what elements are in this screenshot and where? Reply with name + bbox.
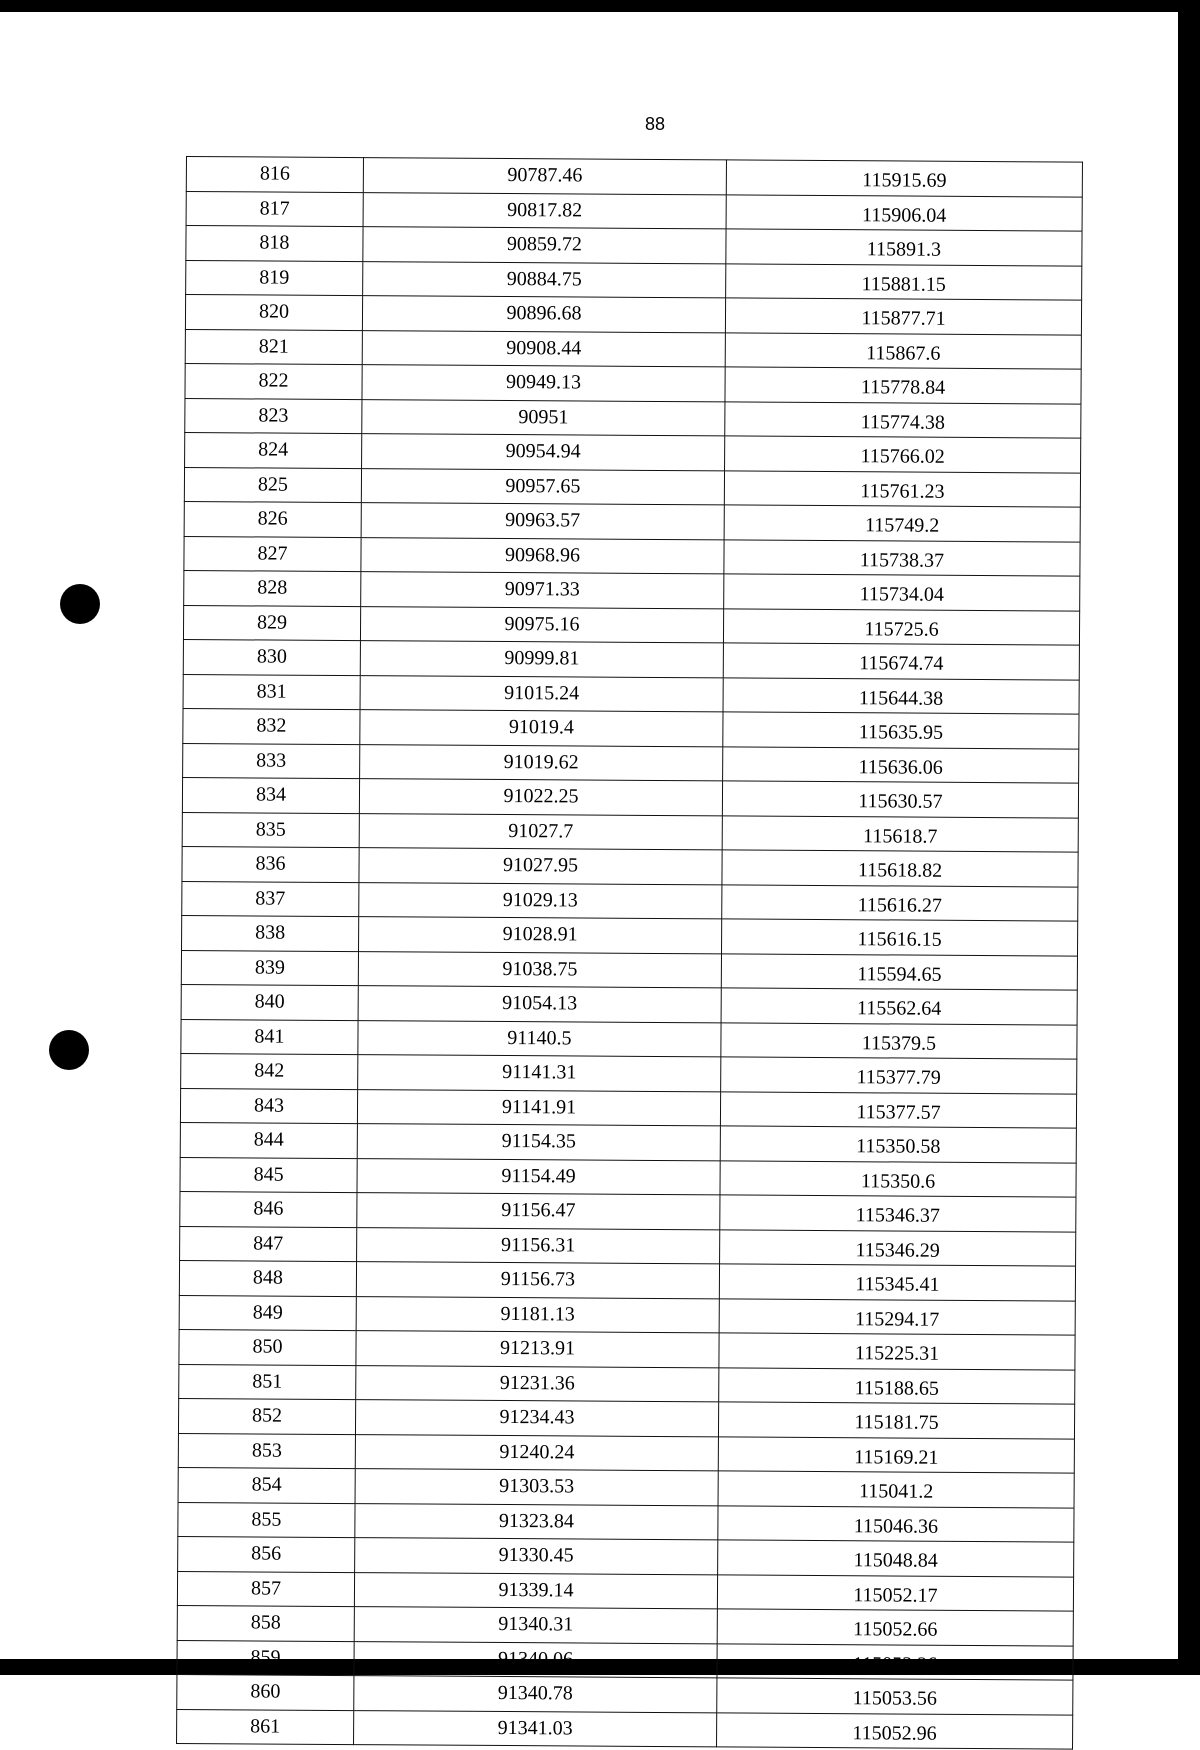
table-row xyxy=(178,1433,1074,1473)
x-coordinate-cell: 90817.82 xyxy=(363,192,726,229)
x-coordinate-cell: 91027.7 xyxy=(359,813,722,850)
table-row xyxy=(180,1088,1076,1128)
table-row xyxy=(186,191,1082,231)
y-coordinate-cell: 115225.31 xyxy=(719,1333,1075,1370)
point-number-cell: 847 xyxy=(180,1226,357,1262)
x-coordinate-cell: 90896.68 xyxy=(362,296,725,333)
punch-hole-bottom xyxy=(49,1030,89,1070)
point-number-cell: 861 xyxy=(177,1709,354,1745)
y-coordinate-cell: 115738.37 xyxy=(724,539,1080,576)
point-number-cell: 816 xyxy=(186,157,363,193)
y-coordinate-cell: 115053.56 xyxy=(717,1678,1073,1715)
point-number-cell: 825 xyxy=(184,467,361,503)
table-row xyxy=(181,984,1077,1024)
point-number-cell: 849 xyxy=(179,1295,356,1331)
x-coordinate-cell: 90963.57 xyxy=(361,503,724,540)
table-row xyxy=(186,260,1082,300)
y-coordinate-cell: 115052.96 xyxy=(717,1712,1073,1749)
y-coordinate-cell: 115636.06 xyxy=(723,746,1079,783)
table-row xyxy=(181,950,1077,990)
point-number-cell: 852 xyxy=(178,1398,355,1434)
x-coordinate-cell: 91054.13 xyxy=(358,986,721,1023)
point-number-cell: 839 xyxy=(181,950,358,986)
x-coordinate-cell: 91019.4 xyxy=(360,710,723,747)
x-coordinate-cell: 90968.96 xyxy=(361,537,724,574)
y-coordinate-cell: 115345.41 xyxy=(719,1264,1075,1301)
x-coordinate-cell: 91181.13 xyxy=(356,1296,719,1333)
y-coordinate-cell: 115630.57 xyxy=(722,781,1078,818)
point-number-cell: 832 xyxy=(183,708,360,744)
x-coordinate-cell: 90971.33 xyxy=(361,572,724,609)
y-coordinate-cell: 115294.17 xyxy=(719,1298,1075,1335)
y-coordinate-cell: 115891.3 xyxy=(726,229,1082,266)
y-coordinate-cell: 115350.6 xyxy=(720,1160,1076,1197)
point-number-cell: 845 xyxy=(180,1157,357,1193)
scan-edge-top xyxy=(0,0,1200,12)
y-coordinate-cell: 115906.04 xyxy=(726,194,1082,231)
point-number-cell: 834 xyxy=(182,777,359,813)
table-row xyxy=(179,1329,1075,1369)
x-coordinate-cell: 91341.03 xyxy=(354,1710,717,1747)
point-number-cell: 829 xyxy=(183,605,360,641)
table-row xyxy=(178,1398,1074,1438)
y-coordinate-cell: 115867.6 xyxy=(725,332,1081,369)
point-number-cell: 821 xyxy=(185,329,362,365)
point-number-cell: 855 xyxy=(178,1502,355,1538)
table-row xyxy=(185,432,1081,472)
y-coordinate-cell: 115915.69 xyxy=(726,160,1082,197)
table-row xyxy=(182,777,1078,817)
x-coordinate-cell: 91141.31 xyxy=(358,1055,721,1092)
point-number-cell: 823 xyxy=(185,398,362,434)
x-coordinate-cell: 91213.91 xyxy=(356,1331,719,1368)
scan-edge-right xyxy=(1178,0,1200,1675)
point-number-cell: 842 xyxy=(181,1053,358,1089)
table-row xyxy=(185,329,1081,369)
point-number-cell: 838 xyxy=(182,915,359,951)
table-row xyxy=(178,1467,1074,1507)
point-number-cell: 826 xyxy=(184,501,361,537)
point-number-cell: 820 xyxy=(185,295,362,331)
table-row xyxy=(182,812,1078,852)
table-row xyxy=(185,398,1081,438)
point-number-cell: 824 xyxy=(185,432,362,468)
x-coordinate-cell: 91019.62 xyxy=(360,744,723,781)
x-coordinate-cell: 91141.91 xyxy=(357,1089,720,1126)
point-number-cell: 857 xyxy=(177,1571,354,1607)
point-number-cell: 818 xyxy=(186,226,363,262)
y-coordinate-cell: 115053.26 xyxy=(717,1643,1073,1680)
point-number-cell: 846 xyxy=(180,1191,357,1227)
table-row xyxy=(181,1019,1077,1059)
y-coordinate-cell: 115778.84 xyxy=(725,367,1081,404)
point-number-cell: 836 xyxy=(182,846,359,882)
y-coordinate-cell: 115041.2 xyxy=(718,1471,1074,1508)
x-coordinate-cell: 91156.73 xyxy=(356,1262,719,1299)
x-coordinate-cell: 90975.16 xyxy=(360,606,723,643)
point-number-cell: 817 xyxy=(186,191,363,227)
table-row xyxy=(185,363,1081,403)
x-coordinate-cell: 90884.75 xyxy=(363,261,726,298)
x-coordinate-cell: 91303.53 xyxy=(355,1469,718,1506)
point-number-cell: 850 xyxy=(179,1329,356,1365)
x-coordinate-cell: 90787.46 xyxy=(363,158,726,195)
x-coordinate-cell: 90957.65 xyxy=(361,468,724,505)
point-number-cell: 844 xyxy=(180,1122,357,1158)
x-coordinate-cell: 90999.81 xyxy=(360,641,723,678)
x-coordinate-cell: 91029.13 xyxy=(359,882,722,919)
y-coordinate-cell: 115377.79 xyxy=(721,1057,1077,1094)
table-row xyxy=(182,881,1078,921)
x-coordinate-cell: 90949.13 xyxy=(362,365,725,402)
y-coordinate-cell: 115169.21 xyxy=(718,1436,1074,1473)
x-coordinate-cell: 90908.44 xyxy=(362,330,725,367)
y-coordinate-cell: 115181.75 xyxy=(718,1402,1074,1439)
x-coordinate-cell: 91022.25 xyxy=(359,779,722,816)
table-row xyxy=(184,536,1080,576)
point-number-cell: 827 xyxy=(184,536,361,572)
y-coordinate-cell: 115618.82 xyxy=(722,850,1078,887)
x-coordinate-cell: 91015.24 xyxy=(360,675,723,712)
table-row xyxy=(184,570,1080,610)
point-number-cell: 843 xyxy=(180,1088,357,1124)
y-coordinate-cell: 115379.5 xyxy=(721,1022,1077,1059)
table-row xyxy=(179,1295,1075,1335)
point-number-cell: 851 xyxy=(179,1364,356,1400)
point-number-cell: 859 xyxy=(177,1640,354,1676)
x-coordinate-cell: 90951 xyxy=(362,399,725,436)
y-coordinate-cell: 115346.29 xyxy=(720,1229,1076,1266)
x-coordinate-cell: 91154.35 xyxy=(357,1124,720,1161)
x-coordinate-cell: 91140.5 xyxy=(358,1020,721,1057)
y-coordinate-cell: 115346.37 xyxy=(720,1195,1076,1232)
x-coordinate-cell: 91340.31 xyxy=(354,1607,717,1644)
table-row xyxy=(180,1191,1076,1231)
y-coordinate-cell: 115674.74 xyxy=(723,643,1079,680)
table-row xyxy=(178,1536,1074,1576)
y-coordinate-cell: 115618.7 xyxy=(722,815,1078,852)
y-coordinate-cell: 115052.66 xyxy=(717,1609,1073,1646)
x-coordinate-cell: 91240.24 xyxy=(355,1434,718,1471)
y-coordinate-cell: 115350.58 xyxy=(720,1126,1076,1163)
y-coordinate-cell: 115562.64 xyxy=(721,988,1077,1025)
table-row xyxy=(182,846,1078,886)
y-coordinate-cell: 115725.6 xyxy=(723,608,1079,645)
y-coordinate-cell: 115188.65 xyxy=(719,1367,1075,1404)
table-row xyxy=(177,1640,1073,1680)
point-number-cell: 828 xyxy=(184,570,361,606)
table-row xyxy=(178,1502,1074,1542)
x-coordinate-cell: 91340.06 xyxy=(354,1641,717,1678)
y-coordinate-cell: 115774.38 xyxy=(725,401,1081,438)
table-row xyxy=(184,501,1080,541)
table-row xyxy=(184,467,1080,507)
x-coordinate-cell: 91154.49 xyxy=(357,1158,720,1195)
point-number-cell: 822 xyxy=(185,363,362,399)
y-coordinate-cell: 115881.15 xyxy=(726,263,1082,300)
x-coordinate-cell: 91156.47 xyxy=(357,1193,720,1230)
table-row xyxy=(180,1157,1076,1197)
table-row xyxy=(185,295,1081,335)
point-number-cell: 831 xyxy=(183,674,360,710)
table-row xyxy=(180,1226,1076,1266)
punch-hole-top xyxy=(60,584,100,624)
x-coordinate-cell: 91234.43 xyxy=(355,1400,718,1437)
x-coordinate-cell: 91340.78 xyxy=(354,1676,717,1713)
table-row xyxy=(179,1364,1075,1404)
point-number-cell: 835 xyxy=(182,812,359,848)
x-coordinate-cell: 91027.95 xyxy=(359,848,722,885)
y-coordinate-cell: 115616.27 xyxy=(722,884,1078,921)
point-number-cell: 841 xyxy=(181,1019,358,1055)
point-number-cell: 853 xyxy=(178,1433,355,1469)
point-number-cell: 854 xyxy=(178,1467,355,1503)
x-coordinate-cell: 91323.84 xyxy=(355,1503,718,1540)
point-number-cell: 837 xyxy=(182,881,359,917)
x-coordinate-cell: 90954.94 xyxy=(362,434,725,471)
point-number-cell: 819 xyxy=(186,260,363,296)
y-coordinate-cell: 115877.71 xyxy=(725,298,1081,335)
y-coordinate-cell: 115377.57 xyxy=(720,1091,1076,1128)
point-number-cell: 848 xyxy=(179,1260,356,1296)
table-row xyxy=(186,226,1082,266)
y-coordinate-cell: 115616.15 xyxy=(722,919,1078,956)
table-row xyxy=(183,708,1079,748)
point-number-cell: 858 xyxy=(177,1605,354,1641)
point-number-cell: 860 xyxy=(177,1674,354,1710)
y-coordinate-cell: 115644.38 xyxy=(723,677,1079,714)
page-number: 88 xyxy=(644,114,666,134)
table-row xyxy=(182,915,1078,955)
table-row xyxy=(177,1571,1073,1611)
x-coordinate-cell: 91028.91 xyxy=(359,917,722,954)
y-coordinate-cell: 115749.2 xyxy=(724,505,1080,542)
table-row xyxy=(183,605,1079,645)
coordinate-table-container xyxy=(176,156,1079,1750)
y-coordinate-cell: 115635.95 xyxy=(723,712,1079,749)
table-row xyxy=(181,1053,1077,1093)
table-row xyxy=(183,639,1079,679)
table-row xyxy=(177,1674,1073,1714)
x-coordinate-cell: 91156.31 xyxy=(357,1227,720,1264)
coordinate-table xyxy=(176,156,1083,1750)
x-coordinate-cell: 90859.72 xyxy=(363,227,726,264)
table-row xyxy=(180,1122,1076,1162)
y-coordinate-cell: 115734.04 xyxy=(724,574,1080,611)
y-coordinate-cell: 115052.17 xyxy=(717,1574,1073,1611)
x-coordinate-cell: 91231.36 xyxy=(356,1365,719,1402)
table-body xyxy=(177,157,1083,1750)
y-coordinate-cell: 115046.36 xyxy=(718,1505,1074,1542)
y-coordinate-cell: 115594.65 xyxy=(721,953,1077,990)
point-number-cell: 840 xyxy=(181,984,358,1020)
x-coordinate-cell: 91330.45 xyxy=(355,1538,718,1575)
y-coordinate-cell: 115766.02 xyxy=(725,436,1081,473)
y-coordinate-cell: 115761.23 xyxy=(724,470,1080,507)
x-coordinate-cell: 91038.75 xyxy=(358,951,721,988)
table-row xyxy=(183,743,1079,783)
point-number-cell: 833 xyxy=(183,743,360,779)
table-row xyxy=(183,674,1079,714)
point-number-cell: 830 xyxy=(183,639,360,675)
table-row xyxy=(186,157,1082,197)
y-coordinate-cell: 115048.84 xyxy=(718,1540,1074,1577)
point-number-cell: 856 xyxy=(178,1536,355,1572)
x-coordinate-cell: 91339.14 xyxy=(354,1572,717,1609)
table-row xyxy=(177,1605,1073,1645)
table-row xyxy=(179,1260,1075,1300)
table-row xyxy=(177,1709,1073,1749)
